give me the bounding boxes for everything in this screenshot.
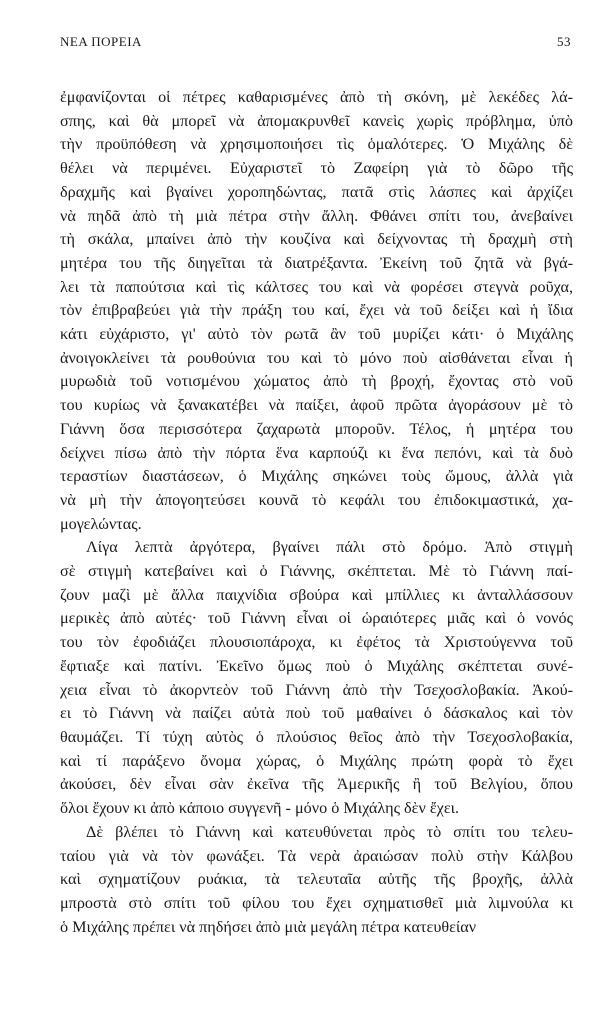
text-line: καὶ σχηματίζουν ρυάκια, τὰ τελευταῖα αὐτῆς τῆς βροχῆς, ἀλλὰ [60, 870, 573, 889]
text-line: μογελώντας. [60, 514, 142, 533]
text-line: τὴ σκάλα, μπαίνει ἀπὸ τὴν κουζίνα καὶ δείχνοντας τὴ δραχμὴ στὴ [60, 230, 573, 249]
text-line: του τὸν ἐφοδιάζει πλουσιοπάροχα, κι ἐφέτος τὰ Χριστούγεννα τοῦ [60, 633, 573, 652]
text-line: δείχνει πίσω ἀπὸ τὴν πόρτα ἕνα καρπούζι κι ἕνα πεπόνι, καὶ τὰ δυὸ [60, 443, 573, 462]
text-line: μυρωδιὰ τοῦ νοτισμένου χώματος ἀπὸ τὴ βροχή, ἔχοντας στὸ νοῦ [60, 372, 573, 391]
text-line: σπης, καὶ θὰ μπορεῖ νὰ ἀπομακρυνθεῖ κανεὶς χωρὶς πρόβλημα, ὑπὸ [60, 111, 573, 130]
text-line: μπροστὰ στὸ σπίτι τοῦ φίλου του ἔχει σχηματισθεῖ μιὰ λιμνούλα κι [60, 893, 573, 912]
text-line: Λίγα λεπτὰ ἀργότερα, βγαίνει πάλι στὸ δρόμο. Ἀπὸ στιγμὴ [86, 538, 573, 557]
text-line: σὲ στιγμὴ κατεβαίνει καὶ ὁ Γιάννης, σκέπτεται. Μὲ τὸ Γιάννη παί- [60, 562, 573, 581]
text-line: μερικὲς ἀπὸ αὐτές· τοῦ Γιάννη εἶναι οἱ ὡραιότερες μιᾶς καὶ ὁ νονός [60, 609, 573, 628]
text-line: ὅλοι ἔχουν κι ἀπὸ κάποιο συγγενῆ - μόνο ὁ Μιχάλης δὲν ἔχει. [60, 799, 460, 818]
text-line: ἐμφανίζονται οἱ πέτρες καθαρισμένες ἀπὸ τὴ σκόνη, μὲ λεκέδες λά- [60, 88, 573, 106]
running-header [60, 34, 571, 50]
text-line: δραχμῆς καὶ βγαίνει χοροπηδώντας, πατᾶ στὶς λάσπες καὶ ἀρχίζει [60, 182, 573, 201]
text-line: του κυρίως νὰ ξανακατέβει νὰ παίξει, ἀφοῦ πρῶτα ἀγοράσουν μὲ τὸ [60, 396, 573, 415]
text-line: ὁ Μιχάλης πρέπει νὰ πηδήσει ἀπὸ μιὰ μεγάλη πέτρα κατευθείαν [60, 917, 477, 936]
text-line: τὸν ἐπιβραβεύει γιὰ τὴν πράξη του καί, ἔχει νὰ τοῦ δείξει καὶ ἡ ἴδια [60, 301, 573, 320]
text-line: ταίου γιὰ νὰ τὸν φωνάξει. Τὰ νερὰ ἀραιώσαν πολὺ στὴν Κάλβου [60, 846, 573, 865]
text-line: θέλει νὰ περιμένει. Εὐχαριστεῖ τὸ Ζαφείρη γιὰ τὸ δῶρο τῆς [60, 159, 573, 178]
running-title: ΝΕΑ ΠΟΡΕΙΑ [60, 34, 142, 49]
text-line: μητέρα του τῆς διηγεῖται τὰ διατρέξαντα. Ἐκείνη τοῦ ζητᾶ νὰ βγά- [60, 253, 573, 272]
page-number: 53 [557, 34, 571, 49]
text-line: τεραστίων διαστάσεων, ὁ Μιχάλης σηκώνει τοὺς ὤμους, ἀλλὰ γιὰ [60, 467, 573, 486]
text-line: καὶ τί παράξενο ὄνομα χώρας, ὁ Μιχάλης πρώτη φορὰ τὸ ἔχει [60, 751, 573, 770]
text-line: ἀνοιγοκλείνει τὰ ρουθούνια του καὶ τὸ μόνο ποὺ αἰσθάνεται εἶναι ἡ [60, 348, 573, 367]
text-line: ζουν μαζὶ μὲ ἄλλα παιχνίδια σβούρα καὶ μπίλλιες κι ἀνταλλάσσουν [60, 585, 573, 604]
text-line: ει τὸ Γιάννη νὰ παίζει αὐτὰ ποὺ τοῦ μαθαίνει ὁ δάσκαλος καὶ τὸν [60, 704, 573, 723]
text-line: κάτι εὐχάριστο, γι' αὐτὸ τὸν ρωτᾶ ἂν τοῦ μυρίζει κάτι· ὁ Μιχάλης [60, 325, 573, 344]
text-line: θαυμάζει. Τί τύχη αὐτὸς ὁ πλούσιος θεῖος ἀπὸ τὴν Τσεχοσλοβακία, [60, 727, 573, 746]
text-line: νὰ πηδᾶ ἀπὸ τὴ μιὰ πέτρα στὴν ἄλλη. Φθάνει σπίτι του, ἀνεβαίνει [60, 206, 573, 225]
text-line: ἀκούσει, δὲν εἶναι σὰν ἐκεῖνα τῆς Ἀμερικῆς ἢ τοῦ Βελγίου, ὅπου [60, 775, 573, 794]
text-line: Δὲ βλέπει τὸ Γιάννη καὶ κατευθύνεται πρὸς τὸ σπίτι του τελευ- [86, 822, 573, 841]
paragraph [60, 821, 573, 940]
text-line: χεια εἶναι τὸ ἀκορντεὸν τοῦ Γιάννη ἀπὸ τὴν Τσεχοσλοβακία. Ἀκού- [60, 680, 573, 699]
text-line: Γιάννη ὅσα περισσότερα ζαχαρωτὰ μποροῦν. Τέλος, ἡ μητέρα του [60, 419, 573, 438]
text-line: λει τὰ παπούτσια καὶ τὶς κάλτσες του καὶ νὰ φορέσει στεγνὰ ροῦχα, [60, 277, 573, 296]
paragraph [60, 536, 573, 820]
body-text [60, 86, 573, 939]
text-line: ἔφτιαξε καὶ πατίνι. Ἐκεῖνο ὅμως ποὺ ὁ Μιχάλης σκέπτεται συνέ- [60, 656, 573, 675]
text-line: τὴν προϋπόθεση νὰ χρησιμοποιήσει τὶς ὁμαλότερες. Ὁ Μιχάλης δὲ [60, 135, 573, 154]
paragraph [60, 86, 573, 536]
text-line: νὰ μὴ τὴν ἀπογοητεύσει κουνᾶ τὸ κεφάλι του ἐπιδοκιμαστικά, χα- [60, 490, 573, 509]
